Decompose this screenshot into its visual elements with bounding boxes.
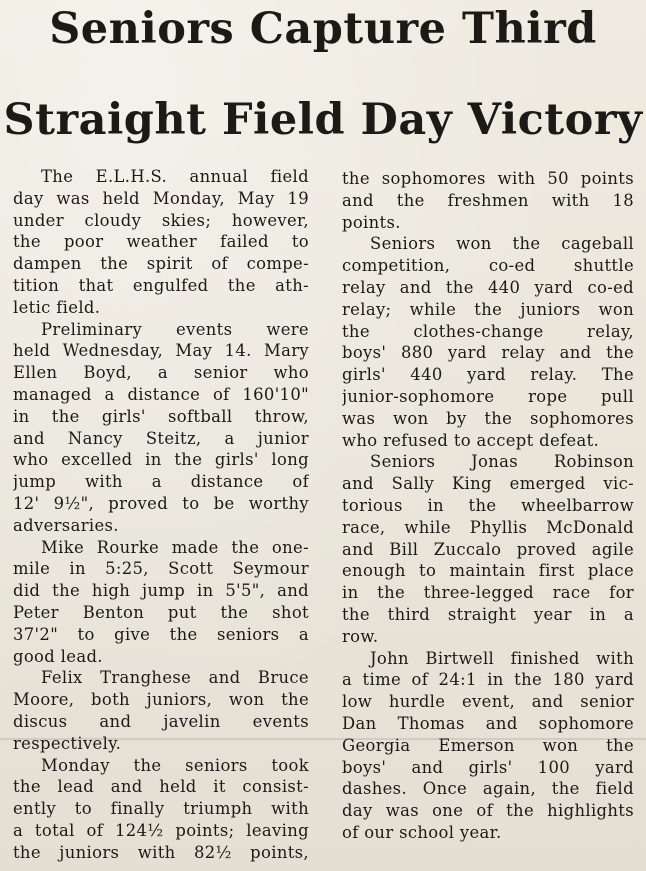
article-text-line: and Bill Zuccalo proved agile <box>342 539 634 559</box>
article-text-line: relay; while the juniors won <box>342 299 634 319</box>
article-text-line: junior-sophomore rope pull <box>342 386 634 406</box>
article-text-line: Preliminary events were <box>41 319 309 339</box>
article-text-line: the lead and held it consist- <box>13 777 309 797</box>
article-text-line: the poor weather failed to <box>13 232 309 252</box>
article-text-line: Seniors Jonas Robinson <box>370 452 634 472</box>
article-text-line: managed a distance of 160'10" <box>13 384 309 404</box>
article-text-line: The E.L.H.S. annual field <box>41 167 309 186</box>
article-text-line: and Sally King emerged vic- <box>342 474 634 494</box>
article-text-line: low hurdle event, and senior <box>342 692 634 712</box>
article-text-line: boys' and girls' 100 yard <box>342 757 634 777</box>
article-text-line: dashes. Once again, the field <box>342 779 634 799</box>
article-text-line: the sophomores with 50 points <box>342 169 634 188</box>
article-text-line: day was one of the highlights <box>342 801 634 821</box>
article-text-line: day was held Monday, May 19 <box>13 188 309 208</box>
article-text-line: the juniors with 82½ points, <box>13 842 309 862</box>
headline-line-1: Seniors Capture Third <box>49 4 597 54</box>
article-column-left <box>13 166 309 864</box>
article-text-line: enough to maintain first place <box>342 561 634 581</box>
article-text-line: 12' 9½", proved to be worthy <box>13 493 309 513</box>
article-text-line: adversaries. <box>13 515 119 535</box>
article-text-line: ently to finally triumph with <box>13 799 309 819</box>
article-text-line: row. <box>342 626 379 646</box>
article-text-line: in the girls' softball throw, <box>13 406 309 426</box>
article-text-line: a total of 124½ points; leaving <box>13 820 309 840</box>
article-text-line: tition that engulfed the ath- <box>13 275 309 295</box>
article-text-line: relay and the 440 yard co-ed <box>342 277 634 297</box>
article-text-line: held Wednesday, May 14. Mary <box>13 341 309 361</box>
article-text-line: girls' 440 yard relay. The <box>342 365 634 385</box>
article-text-line: respectively. <box>13 733 122 753</box>
article-text-line: competition, co-ed shuttle <box>342 256 634 276</box>
article-text-line: who refused to accept defeat. <box>342 430 600 450</box>
article-text-line: Seniors won the cageball <box>370 234 634 254</box>
article-text-line: Moore, both juniors, won the <box>13 690 309 710</box>
article-column-right <box>342 168 634 844</box>
article-text-line: did the high jump in 5'5", and <box>13 581 309 601</box>
article-text-line: mile in 5:25, Scott Seymour <box>13 559 309 579</box>
article-text-line: the third straight year in a <box>342 604 634 624</box>
article-text-line: points. <box>342 212 401 232</box>
article-text-line: Mike Rourke made the one- <box>41 537 309 557</box>
article-text-line: torious in the wheelbarrow <box>342 495 634 515</box>
article-text-line: who excelled in the girls' long <box>13 450 309 470</box>
article-text-line: boys' 880 yard relay and the <box>342 343 634 363</box>
article-text-line: discus and javelin events <box>13 711 309 731</box>
article-text-line: good lead. <box>13 646 103 666</box>
article-text-line: jump with a distance of <box>13 472 309 492</box>
article-text-line: Peter Benton put the shot <box>13 602 309 622</box>
article-text-line: Georgia Emerson won the <box>342 735 634 755</box>
article-text-line: in the three-legged race for <box>342 583 634 603</box>
article-text-line: race, while Phyllis McDonald <box>342 517 634 537</box>
article-text-line: Dan Thomas and sophomore <box>342 713 634 733</box>
article-text-line: dampen the spirit of compe- <box>13 254 309 274</box>
article-text-line: and Nancy Steitz, a junior <box>13 428 309 448</box>
article-text-line: letic field. <box>13 297 101 317</box>
article-text-line: Ellen Boyd, a senior who <box>13 363 309 383</box>
article-text-line: Monday the seniors took <box>41 755 309 775</box>
article-text-line: the clothes-change relay, <box>342 321 634 341</box>
article-text-line: a time of 24:1 in the 180 yard <box>342 670 634 690</box>
article-text-line: was won by the sophomores <box>342 408 634 428</box>
headline-line-2: Straight Field Day Victory <box>3 95 643 145</box>
article-text-line: and the freshmen with 18 <box>342 190 634 210</box>
article-text-line: under cloudy skies; however, <box>13 210 309 230</box>
article-text-line: John Birtwell finished with <box>370 648 634 668</box>
article-text-line: 37'2" to give the seniors a <box>13 624 309 644</box>
article-text-line: Felix Tranghese and Bruce <box>41 668 309 688</box>
article-text-line: of our school year. <box>342 822 502 842</box>
